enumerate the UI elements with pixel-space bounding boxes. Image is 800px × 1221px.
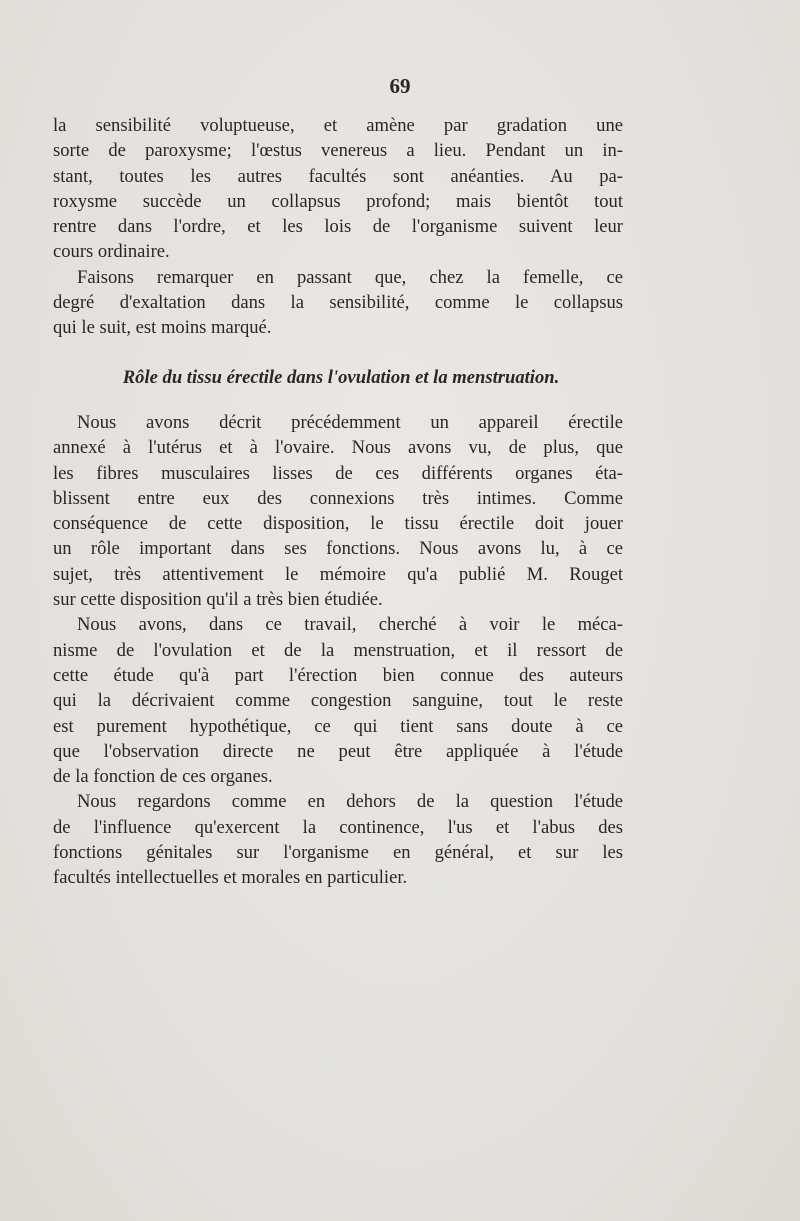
text-line: fonctions génitales sur l'organisme en général, et sur les bbox=[53, 842, 623, 864]
spacer bbox=[53, 390, 623, 410]
text-line: qui le suit, est moins marqué. bbox=[53, 317, 272, 339]
text-line: roxysme succède un collapsus profond; mais bientôt tout bbox=[53, 190, 623, 212]
text-line: sujet, très attentivement le mémoire qu'a publié M. Rouget bbox=[53, 563, 623, 585]
text-line: blissent entre eux des connexions très intimes. Comme bbox=[53, 487, 623, 509]
text-line: stant, toutes les autres facultés sont anéanties. Au pa- bbox=[53, 165, 623, 187]
page-number: 69 bbox=[389, 74, 411, 98]
spacer bbox=[53, 341, 623, 365]
text-line: la sensibilité voluptueuse, et amène par gradation une bbox=[53, 115, 623, 136]
text-line: que l'observation directe ne peut être appliquée à l'étude bbox=[53, 740, 623, 762]
text-line: degré d'exaltation dans la sensibilité, comme le collapsus bbox=[53, 292, 623, 314]
text-line: conséquence de cette disposition, le tissu érectile doit jouer bbox=[53, 513, 623, 535]
text-line: cette étude qu'à part l'érection bien connue des auteurs bbox=[53, 664, 623, 686]
text-line: sur cette disposition qu'il a très bien étudiée. bbox=[53, 589, 383, 611]
body-text bbox=[53, 113, 623, 891]
text-line: Nous avons, dans ce travail, cherché à voir le méca- bbox=[77, 614, 623, 636]
text-line: les fibres musculaires lisses de ces différents organes éta- bbox=[53, 462, 623, 484]
text-line: Nous avons décrit précédemment un appareil érectile bbox=[77, 411, 623, 433]
text-line: rentre dans l'ordre, et les lois de l'organisme suivent leur bbox=[53, 216, 623, 238]
text-line: annexé à l'utérus et à l'ovaire. Nous avons vu, de plus, que bbox=[53, 437, 623, 459]
text-line: facultés intellectuelles et morales en particulier. bbox=[53, 867, 408, 889]
text-line: sorte de paroxysme; l'œstus venereus a lieu. Pendant un in- bbox=[53, 140, 623, 162]
text-line: est purement hypothétique, ce qui tient sans doute à ce bbox=[53, 715, 623, 737]
text-line: de la fonction de ces organes. bbox=[53, 766, 273, 788]
text-line: Nous regardons comme en dehors de la question l'étude bbox=[77, 791, 623, 813]
text-line: nisme de l'ovulation et de la menstruation, et il ressort de bbox=[53, 639, 623, 661]
text-line: cours ordinaire. bbox=[53, 241, 170, 263]
text-line: de l'influence qu'exercent la continence, l'us et l'abus des bbox=[53, 816, 623, 838]
text-line: Faisons remarquer en passant que, chez la femelle, ce bbox=[77, 266, 623, 288]
text-line: un rôle important dans ses fonctions. Nous avons lu, à ce bbox=[53, 538, 623, 560]
text-line: qui la décrivaient comme congestion sanguine, tout le reste bbox=[53, 690, 623, 712]
section-heading: Rôle du tissu érectile dans l'ovulation et la menstruation. bbox=[122, 366, 560, 388]
